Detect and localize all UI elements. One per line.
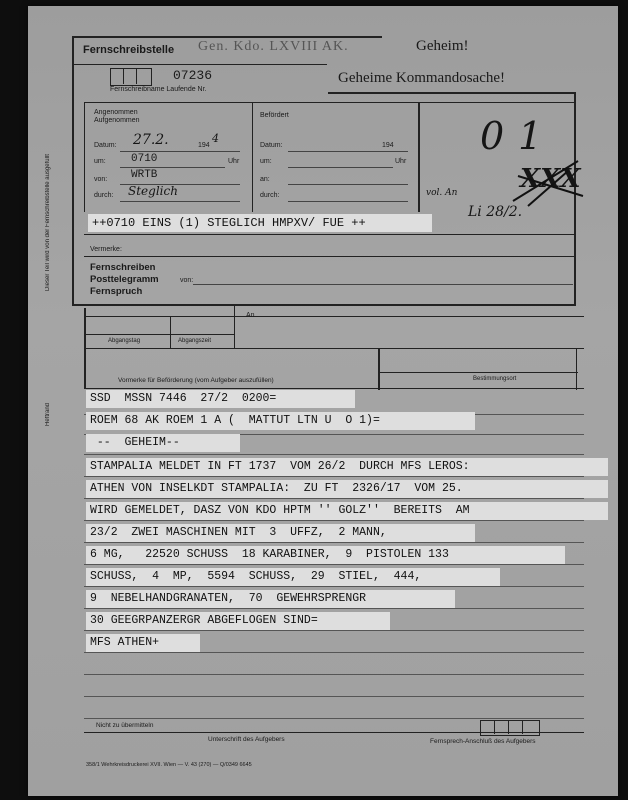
an-label: An (246, 312, 255, 319)
message-line-12: MFS ATHEN+ (86, 634, 200, 652)
befoerdert-durch-label: durch: (260, 192, 280, 199)
angenommen-durch-value: Steglich (128, 184, 178, 198)
number-boxes (110, 68, 152, 86)
handwritten-crossed: XXX (520, 164, 581, 194)
geheim-label: Geheim! (416, 38, 469, 54)
angenommen-year-suffix: 4 (212, 132, 219, 145)
angenommen-um-label: um: (94, 158, 106, 165)
fernsprech-boxes (480, 720, 540, 736)
unterschrift-label: Unterschrift des Aufgebers (208, 736, 285, 743)
side-note-fernschreibstelle: Dieser Teil wird von der Fernschreibstelle ausgefüllt (45, 154, 51, 291)
vermerke-label: Vermerke: (90, 246, 122, 253)
befoerdert-year: 194 (382, 142, 394, 149)
abgangszeit-label: Abgangszeit (178, 338, 212, 344)
befoerdert-uhr-label: Uhr (395, 158, 407, 165)
fernspruch-label: Fernspruch (90, 286, 143, 297)
vormerke-label: Vormerke für Beförderung (vom Aufgeber auszufüllen) (118, 377, 274, 384)
message-line-4: STAMPALIA MELDET IN FT 1737 VOM 26/2 DURCH MFS LEROS: (86, 458, 608, 476)
message-line-1: SSD MSSN 7446 27/2 0200= (86, 390, 355, 408)
kommandosache-label: Geheime Kommandosache! (338, 70, 506, 86)
tape-header-strip: ++0710 EINS (1) STEGLICH HMPXV/ FUE ++ (88, 214, 432, 232)
posttelegramm-von-label: von: (180, 277, 194, 284)
posttelegramm-label: Posttelegramm (90, 274, 159, 285)
message-line-6: WIRD GEMELDET, DASZ VON KDO HPTM '' GOLZ'' BEREITS AM (86, 502, 608, 520)
serial-number: 07236 (173, 68, 213, 83)
befoerdert-datum-label: Datum: (260, 142, 283, 149)
angenommen-datum-value: 27.2. (133, 132, 169, 148)
angenommen-title (94, 109, 140, 125)
printer-footer: 358/1 Wehrkreisdruckerei XVII. Wien — V. 43 (270) — Q/0349 6645 (86, 762, 252, 768)
abgangstag-label: Abgangstag (108, 338, 141, 344)
message-line-10: 9 NEBELHANDGRANATEN, 70 GEWEHRSPRENGR (86, 590, 455, 608)
befoerdert-title: Befördert (260, 112, 289, 119)
message-line-5: ATHEN VON INSELKDT STAMPALIA: ZU FT 2326/17 VOM 25. (86, 480, 608, 498)
befoerdert-um-label: um: (260, 158, 272, 165)
handwritten-note-2: Li 28/2. (468, 204, 523, 220)
befoerdert-an-label: an: (260, 176, 270, 183)
fernschreiben-label: Fernschreiben (90, 262, 156, 273)
handwritten-note-1: vol. An (426, 188, 458, 198)
laufende-nr-label: Fernschreibname Laufende Nr. (110, 86, 207, 93)
unit-stamp: Gen. Kdo. LXVIII AK. (198, 39, 349, 54)
telegram-form (28, 6, 618, 796)
message-line-11: 30 GEEGRPANZERGR ABGEFLOGEN SIND= (86, 612, 390, 630)
message-line-3: -- GEHEIM-- (86, 434, 240, 452)
side-note-heftrand: Heftrand (45, 402, 51, 426)
angenommen-uhr-label: Uhr (228, 158, 240, 165)
angenommen-datum-label: Datum: (94, 142, 117, 149)
angenommen-von-value: WRTB (131, 169, 158, 181)
angenommen-durch-label: durch: (94, 192, 114, 199)
message-line-8: 6 MG, 22520 SCHUSS 18 KARABINER, 9 PISTOLEN 133 (86, 546, 565, 564)
fernsprech-anschluss-label: Fernsprech-Anschluß des Aufgebers (430, 738, 536, 745)
angenommen-title-text: Angenommen Aufgenommen (94, 109, 140, 124)
angenommen-von-label: von: (94, 176, 108, 183)
bestimmungsort-label: Bestimmungsort (473, 376, 517, 382)
handwritten-number: 01 (480, 114, 557, 158)
message-line-7: 23/2 ZWEI MASCHINEN MIT 3 UFFZ, 2 MANN, (86, 524, 475, 542)
angenommen-um-value: 0710 (131, 153, 158, 165)
angenommen-year: 194 (198, 142, 210, 149)
message-line-2: ROEM 68 AK ROEM 1 A ( MATTUT LTN U O 1)= (86, 412, 475, 430)
fernschreibstelle-label: Fernschreibstelle (83, 44, 175, 56)
nicht-zu-uebermitteln-label: Nicht zu übermitteln (96, 722, 154, 729)
message-line-9: SCHUSS, 4 MP, 5594 SCHUSS, 29 STIEL, 444, (86, 568, 500, 586)
